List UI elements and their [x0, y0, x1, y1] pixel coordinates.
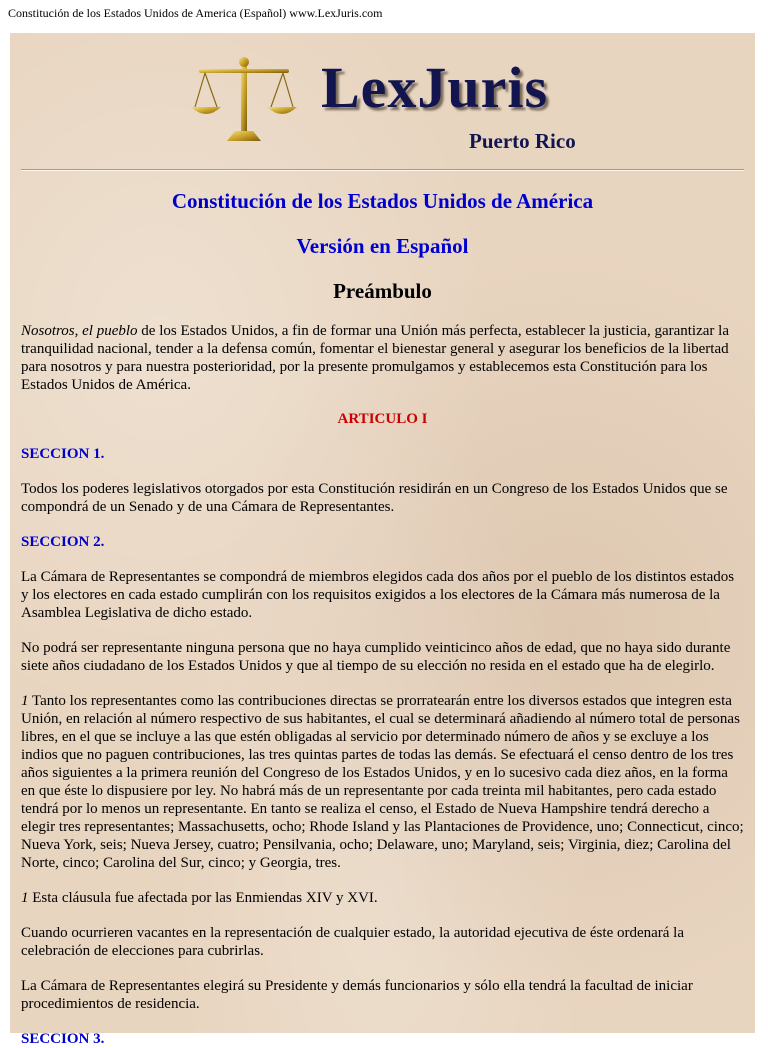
section-1-heading: SECCION 1.	[21, 446, 105, 462]
section-2-paragraph-5: La Cámara de Representantes elegirá su Presidente y demás funcionarios y sólo ella tendrá la facultad de iniciar procedimientos de residencia.	[21, 978, 693, 1012]
document-body	[10, 33, 755, 1047]
document-subtitle: Versión en Español	[296, 234, 469, 258]
divider	[21, 169, 744, 171]
section-2-heading: SECCION 2.	[21, 534, 105, 550]
preamble-italic-lead: Nosotros, el pueblo	[21, 323, 138, 339]
lexjuris-logo[interactable]	[21, 33, 744, 155]
footnote-marker[interactable]: 1	[21, 693, 29, 709]
footnote-text: Esta cláusula fue afectada por las Enmiendas XIV y XVI.	[28, 890, 378, 906]
article-heading: ARTICULO I	[337, 411, 428, 427]
section-2-paragraph-4: Cuando ocurrieren vacantes en la representación de cualquier estado, la autoridad ejecutiva de éste ordenará la celebración de elecciones para cubrirlas.	[21, 925, 685, 959]
brand-name: LexJuris	[321, 55, 549, 120]
preamble-paragraph	[21, 322, 744, 394]
section-1-paragraph: Todos los poderes legislativos otorgados por esta Constitución residirán en un Congreso de los Estados Unidos que se compondrá de un Senado y de una Cámara de Representantes.	[21, 481, 728, 515]
section-2-paragraph-1: La Cámara de Representantes se compondrá de miembros elegidos cada dos años por el pueblo de los distintos estados y los electores en cada estado cumplirán con los requisitos exigidos a los electores de la Cámara más numerosa de la Asamblea Legislativa de dicho estado.	[21, 569, 735, 621]
section-2-paragraph-3	[21, 692, 744, 872]
preamble-text: de los Estados Unidos, a fin de formar una Unión más perfecta, establecer la justicia, garantizar la tranquilidad nacional, tender a la defensa común, fomentar el bienestar general y asegurar los beneficios de la libertad para nosotros y para nuestra posterioridad, por la presente promulgamos y establecemos esta Constitución para los Estados Unidos de América.	[21, 323, 729, 393]
section-3-heading: SECCION 3.	[21, 1031, 105, 1047]
brand-subtitle: Puerto Rico	[469, 129, 576, 153]
page-header-text: Constitución de los Estados Unidos de America (Español) www.LexJuris.com	[8, 6, 383, 20]
section-2-footnote	[21, 889, 744, 907]
document-title: Constitución de los Estados Unidos de América	[171, 189, 594, 213]
footnote-marker: 1	[21, 890, 29, 906]
section-2-paragraph-3-text: Tanto los representantes como las contribuciones directas se prorratearán entre los diversos estados que integren esta Unión, en relación al número respectivo de sus habitantes, el cual se determinará añadiendo al número total de personas libres, en el que se incluye a las que estén obligadas al servicio por determinado número de años y se excluye a los indios que no paguen contribuciones, las tres quintas partes de todas las demás. Se efectuará el censo dentro de los tres años siguientes a la primera reunión del Congreso de los Estados Unidos, y en lo sucesivo cada diez años, en la forma en que éste lo dispusiere por ley. No habrá más de un representante por cada treinta mil habitantes, pero cada estado tendrá por lo menos un representante. En tanto se realiza el censo, el Estado de Nueva Hampshire tendrá derecho a elegir tres representantes; Massachusetts, ocho; Rhode Island y las Plantaciones de Providence, uno; Connecticut, cinco; Nueva York, seis; Nueva Jersey, cuatro; Pensilvania, ocho; Delaware, uno; Maryland, seis; Virginia, diez; Carolina del Norte, cinco; Carolina del Sur, cinco; y Georgia, tres.	[21, 693, 744, 871]
scales-of-justice-icon	[189, 55, 299, 145]
section-2-paragraph-2: No podrá ser representante ninguna persona que no haya cumplido veinticinco años de edad, que no haya sido durante siete años ciudadano de los Estados Unidos y que al tiempo de su elección no resida en el estado que ha de elegirlo.	[21, 640, 731, 674]
preamble-heading: Preámbulo	[333, 279, 432, 303]
